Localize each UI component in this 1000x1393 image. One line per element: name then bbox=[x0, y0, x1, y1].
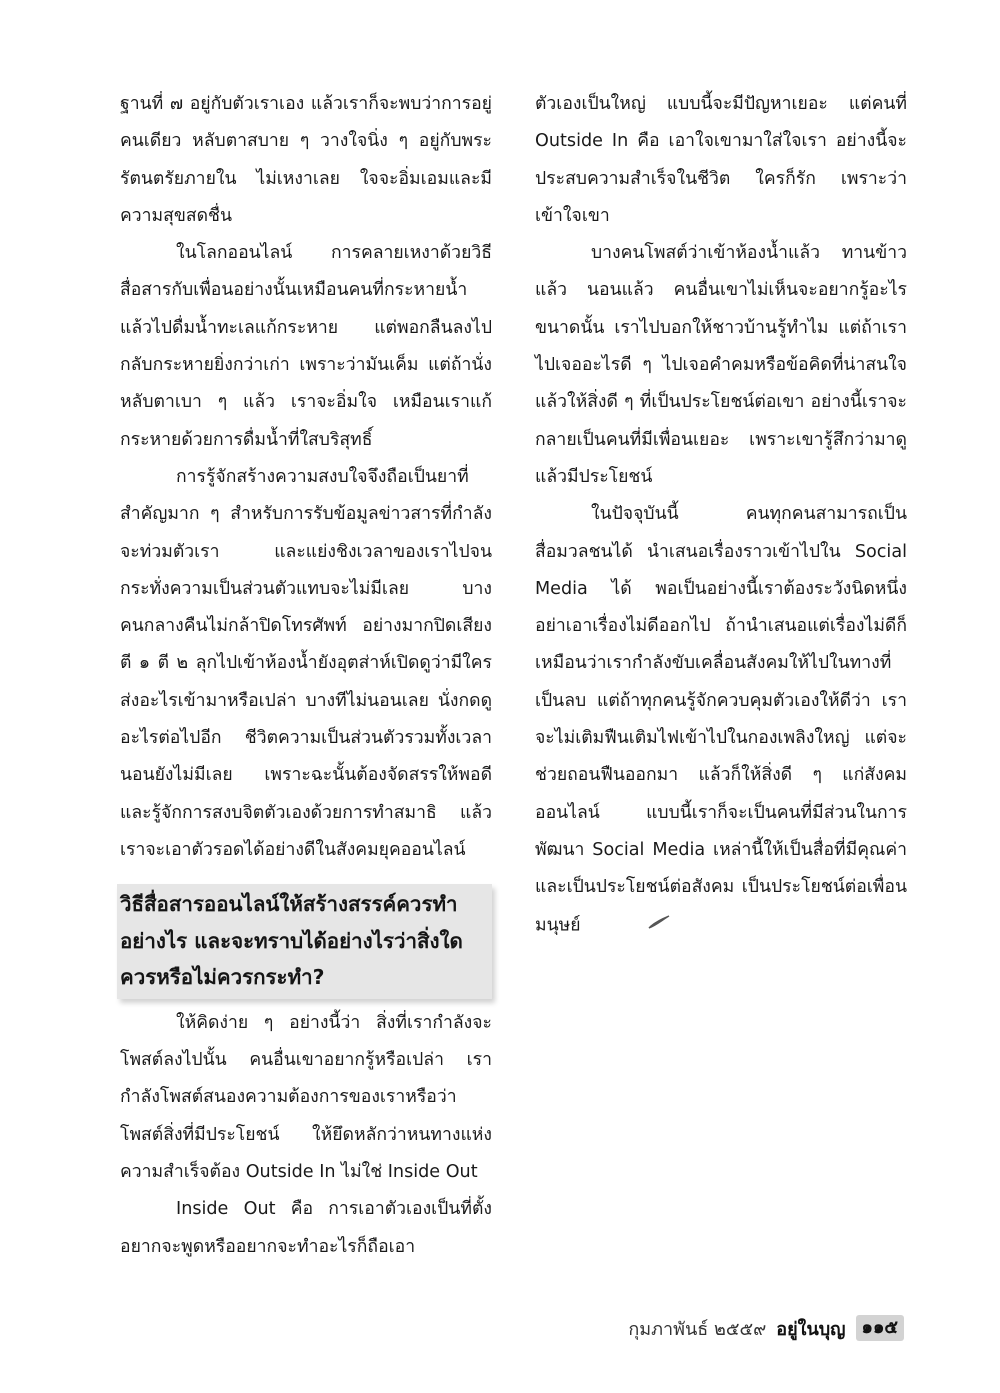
paragraph: Inside Out คือ การเอาตัวเองเป็นที่ตั้ง อยากจะพูดหรืออยากจะทำอะไรก็ถือเอา bbox=[120, 1199, 492, 1257]
paragraph: บางคนโพสต์ว่าเข้าห้องน้ำแล้ว ทานข้าวแล้ว นอนแล้ว คนอื่นเขาไม่เห็นจะอยากรู้อะไรขนาดนั้น เราไปบอกให้ชาวบ้านรู้ทำไม แต่ถ้าเราไปเจออะไรดี ๆ ไปเจอคำคมหรือข้อคิดที่น่าสนใจ แล้วให้สิ่งดี ๆ ที่เป็นประโยชน์ต่อเขา อย่างนี้เราจะกลายเป็นคนที่มีเพื่อนเยอะ เพราะเขารู้สึกว่ามาดูแล้วมีประโยชน์ bbox=[535, 243, 907, 487]
right-column bbox=[535, 86, 907, 944]
feather-end-mark-icon bbox=[591, 907, 671, 944]
paragraph: การรู้จักสร้างความสงบใจจึงถือเป็นยาที่สำคัญมาก ๆ สำหรับการรับข้อมูลข่าวสารที่กำลังจะท่วมตัวเรา และแย่งชิงเวลาของเราไปจนกระทั่งความเป็นส่วนตัวแทบจะไม่มีเลย บางคนกลางคืนไม่กล้าปิดโทรศัพท์ อย่างมากปิดเสียง ตี ๑ ตี ๒ ลุกไปเข้าห้องน้ำยังอุตส่าห์เปิดดูว่ามีใครส่งอะไรเข้ามาหรือเปล่า บางทีไม่นอนเลย นั่งกดดูอะไรต่อไปอีก ชีวิตความเป็นส่วนตัวรวมทั้งเวลานอนยังไม่มีเลย เพราะฉะนั้นต้องจัดสรรให้พอดี และรู้จักการสงบจิตตัวเองด้วยการทำสมาธิ แล้วเราจะเอาตัวรอดได้อย่างดีในสังคมยุคออนไลน์ bbox=[120, 466, 492, 860]
issue-date: กุมภาพันธ์ ๒๕๕๙ bbox=[628, 1318, 767, 1340]
section-heading: วิธีสื่อสารออนไลน์ให้สร้างสรรค์ควรทำอย่างไร และจะทราบได้อย่างไรว่าสิ่งใดควรหรือไม่ควรกระทำ? bbox=[117, 884, 492, 999]
paragraph-text: ในปัจจุบันนี้ คนทุกคนสามารถเป็นสื่อมวลชนได้ นำเสนอเรื่องราวเข้าไปใน Social Media ได้ พอเป็นอย่างนี้เราต้องระวังนิดหนึ่ง อย่าเอาเรื่องไม่ดีออกไป ถ้านำเสนอแต่เรื่องไม่ดีก็เหมือนว่าเรากำลังขับเคลื่อนสังคมให้ไปในทางที่เป็นลบ แต่ถ้าทุกคนรู้จักควบคุมตัวเองให้ดีว่า เราจะไม่เติมฟืนเติมไฟเข้าไปในกองเพลิงใหญ่ แต่จะช่วยถอนฟืนออกมา แล้วก็ให้สิ่งดี ๆ แก่สังคมออนไลน์ แบบนี้เราก็จะเป็นคนที่มีส่วนในการพัฒนา Social Media เหล่านี้ให้เป็นสื่อที่มีคุณค่าและเป็นประโยชน์ต่อสังคม เป็นประโยชน์ต่อเพื่อนมนุษย์ bbox=[535, 504, 907, 936]
paragraph: ฐานที่ ๗ อยู่กับตัวเราเอง แล้วเราก็จะพบว่าการอยู่คนเดียว หลับตาสบาย ๆ วางใจนิ่ง ๆ อยู่กับพระรัตนตรัยภายใน ไม่เหงาเลย ใจจะอิ่มเอมและมีความสุขสดชื่น bbox=[120, 94, 492, 226]
magazine-name: อยู่ในบุญ bbox=[776, 1318, 846, 1340]
paragraph: ในโลกออนไลน์ การคลายเหงาด้วยวิธีสื่อสารกับเพื่อนอย่างนั้นเหมือนคนที่กระหายน้ำ แล้วไปดื่มน้ำทะเลแก้กระหาย แต่พอกลืนลงไปกลับกระหายยิ่งกว่าเก่า เพราะว่ามันเค็ม แต่ถ้านั่งหลับตาเบา ๆ แล้ว เราจะอิ่มใจ เหมือนเราแก้กระหายด้วยการดื่มน้ำที่ใสบริสุทธิ์ bbox=[120, 243, 492, 450]
paragraph-with-end-mark bbox=[535, 496, 907, 944]
page-number: ๑๑๕ bbox=[856, 1315, 904, 1341]
paragraph: ตัวเองเป็นใหญ่ แบบนี้จะมีปัญหาเยอะ แต่คนที่ Outside In คือ เอาใจเขามาใส่ใจเรา อย่างนี้จะประสบความสำเร็จในชีวิต ใครก็รัก เพราะว่าเข้าใจเขา bbox=[535, 94, 907, 226]
paragraph: ให้คิดง่าย ๆ อย่างนี้ว่า สิ่งที่เรากำลังจะโพสต์ลงไปนั้น คนอื่นเขาอยากรู้หรือเปล่า เรากำลังโพสต์สนองความต้องการของเราหรือว่าโพสต์สิ่งที่มีประโยชน์ ให้ยึดหลักว่าหนทางแห่งความสำเร็จต้อง Outside In ไม่ใช่ Inside Out bbox=[120, 1012, 492, 1182]
left-column bbox=[120, 86, 492, 1266]
page-footer bbox=[614, 1313, 904, 1343]
